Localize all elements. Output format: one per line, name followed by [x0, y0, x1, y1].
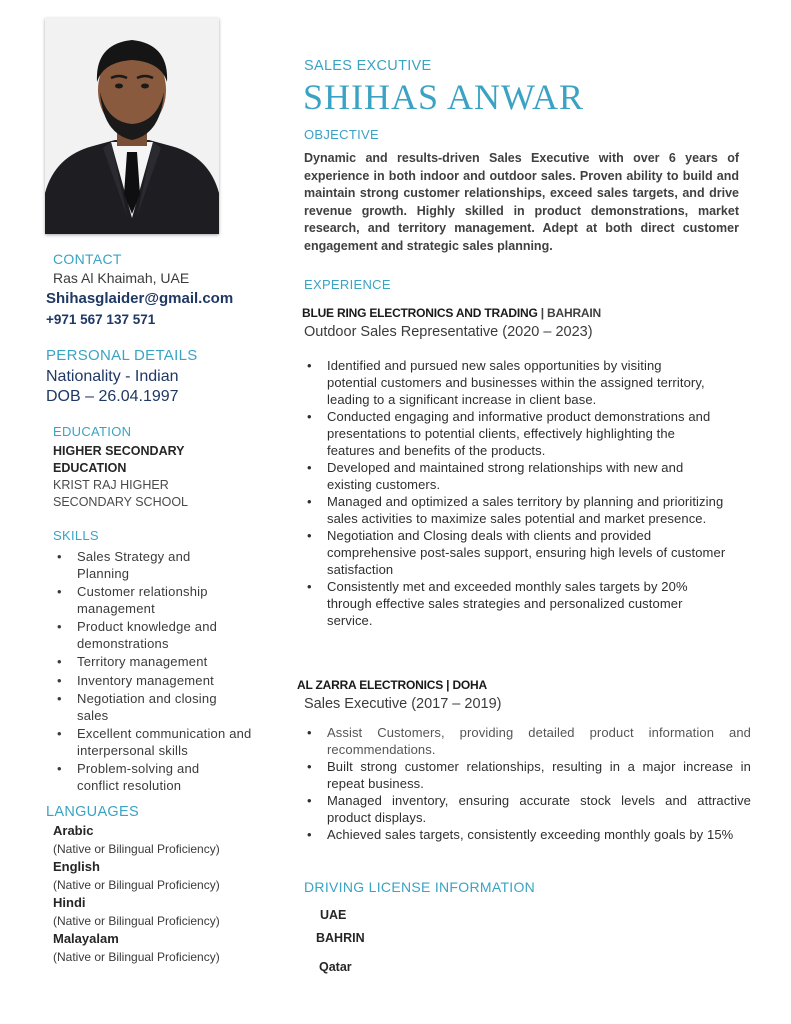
person-portrait-image — [45, 18, 219, 234]
job-bullet: • Developed and maintained strong relationships with new and existing customers. — [303, 459, 727, 493]
job-title: SALES EXCUTIVE — [304, 58, 432, 74]
education-school-line1: KRIST RAJ HIGHER — [53, 478, 169, 492]
skill-item: • Sales Strategy and Planning — [53, 549, 212, 582]
language-level: (Native or Bilingual Proficiency) — [53, 950, 220, 964]
job-bullet: • Negotiation and Closing deals with clients and provided comprehensive post-sales support, ensuring high levels of customer satisfaction — [303, 527, 727, 578]
company-name — [297, 678, 487, 692]
education-heading: EDUCATION — [53, 424, 132, 439]
education-degree-line2: EDUCATION — [53, 461, 127, 475]
languages-list — [53, 822, 253, 966]
job-role: Outdoor Sales Representative (2020 – 2023) — [304, 324, 593, 340]
language-level: (Native or Bilingual Proficiency) — [53, 842, 220, 856]
job-bullet: • Built strong customer relationships, resulting in a major increase in repeat business. — [303, 758, 751, 792]
skill-item: • Product knowledge and demonstrations — [53, 619, 247, 652]
company-location: | BAHRAIN — [537, 306, 601, 320]
email-link[interactable]: Shihasglaider@gmail.com — [46, 290, 234, 307]
job-bullet: • Consistently met and exceeded monthly sales targets by 20% through effective sales strategies and personalized customer service. — [303, 578, 727, 629]
objective-heading: OBJECTIVE — [304, 127, 379, 142]
skills-list — [53, 549, 258, 796]
job-bullet: • Conducted engaging and informative product demonstrations and presentations to potential clients, effectively highlighting the features and benefits of the products. — [303, 408, 712, 459]
skills-heading: SKILLS — [53, 528, 99, 543]
job-role: Sales Executive (2017 – 2019) — [304, 696, 502, 712]
skill-item: • Customer relationship management — [53, 584, 227, 617]
candidate-name: SHIHAS ANWAR — [303, 77, 585, 117]
job-bullet: • Assist Customers, providing detailed product information and recommendations. — [303, 724, 751, 758]
objective-text: Dynamic and results-driven Sales Executive with over 6 years of experience in both indoor and outdoor sales. Proven ability to build and maintain strong customer relationships, exceed sales targets, and drive revenue growth. Highly skilled in product demonstrations, market research, and territory management. Adept at both direct customer engagement and strategic sales planning. — [304, 151, 739, 253]
personal-details-heading: PERSONAL DETAILS — [46, 347, 198, 364]
language-name: Arabic — [53, 823, 94, 838]
license-country: UAE — [320, 908, 347, 922]
job-bullets — [303, 357, 726, 629]
company-location: | DOHA — [446, 678, 487, 692]
license-country: BAHRIN — [316, 931, 365, 945]
skill-item: • Inventory management — [53, 673, 258, 690]
driving-license-heading: DRIVING LICENSE INFORMATION — [304, 879, 536, 895]
experience-heading: EXPERIENCE — [304, 277, 391, 292]
job-bullet: • Managed inventory, ensuring accurate stock levels and attractive product displays. — [303, 792, 751, 826]
dob-text: DOB – 26.04.1997 — [46, 388, 179, 405]
education-block — [53, 443, 243, 511]
license-country: Qatar — [319, 960, 352, 974]
job-bullet: • Managed and optimized a sales territory by planning and prioritizing sales activities to maximize sales potential and market presence. — [303, 493, 732, 527]
languages-heading: LANGUAGES — [46, 804, 139, 820]
education-degree-line1: HIGHER SECONDARY — [53, 444, 185, 458]
language-name: Hindi — [53, 895, 86, 910]
language-name: Malayalam — [53, 931, 119, 946]
profile-photo — [45, 18, 219, 234]
company-title: BLUE RING ELECTRONICS AND TRADING — [302, 306, 538, 320]
education-school-line2: SECONDARY SCHOOL — [53, 495, 188, 509]
skill-item: • Excellent communication and interpersonal skills — [53, 726, 262, 759]
job-bullets — [303, 724, 751, 843]
company-name — [302, 306, 601, 320]
language-level: (Native or Bilingual Proficiency) — [53, 878, 220, 892]
phone-number[interactable]: +971 567 137 571 — [46, 312, 156, 327]
company-title: AL ZARRA ELECTRONICS — [297, 678, 444, 692]
job-bullet: • Identified and pursued new sales opportunities by visiting potential customers and businesses within the assigned territory, leading to a significant increase in client base. — [303, 357, 707, 408]
language-level: (Native or Bilingual Proficiency) — [53, 914, 220, 928]
contact-location: Ras Al Khaimah, UAE — [53, 270, 190, 286]
skill-item: • Negotiation and closing sales — [53, 691, 247, 724]
job-bullet: • Achieved sales targets, consistently exceeding monthly goals by 15% — [303, 826, 751, 843]
nationality-text: Nationality - Indian — [46, 368, 179, 385]
contact-heading: CONTACT — [53, 251, 122, 267]
skill-item: • Territory management — [53, 654, 258, 671]
skill-item: • Problem-solving and conflict resolution — [53, 761, 227, 794]
language-name: English — [53, 859, 100, 874]
